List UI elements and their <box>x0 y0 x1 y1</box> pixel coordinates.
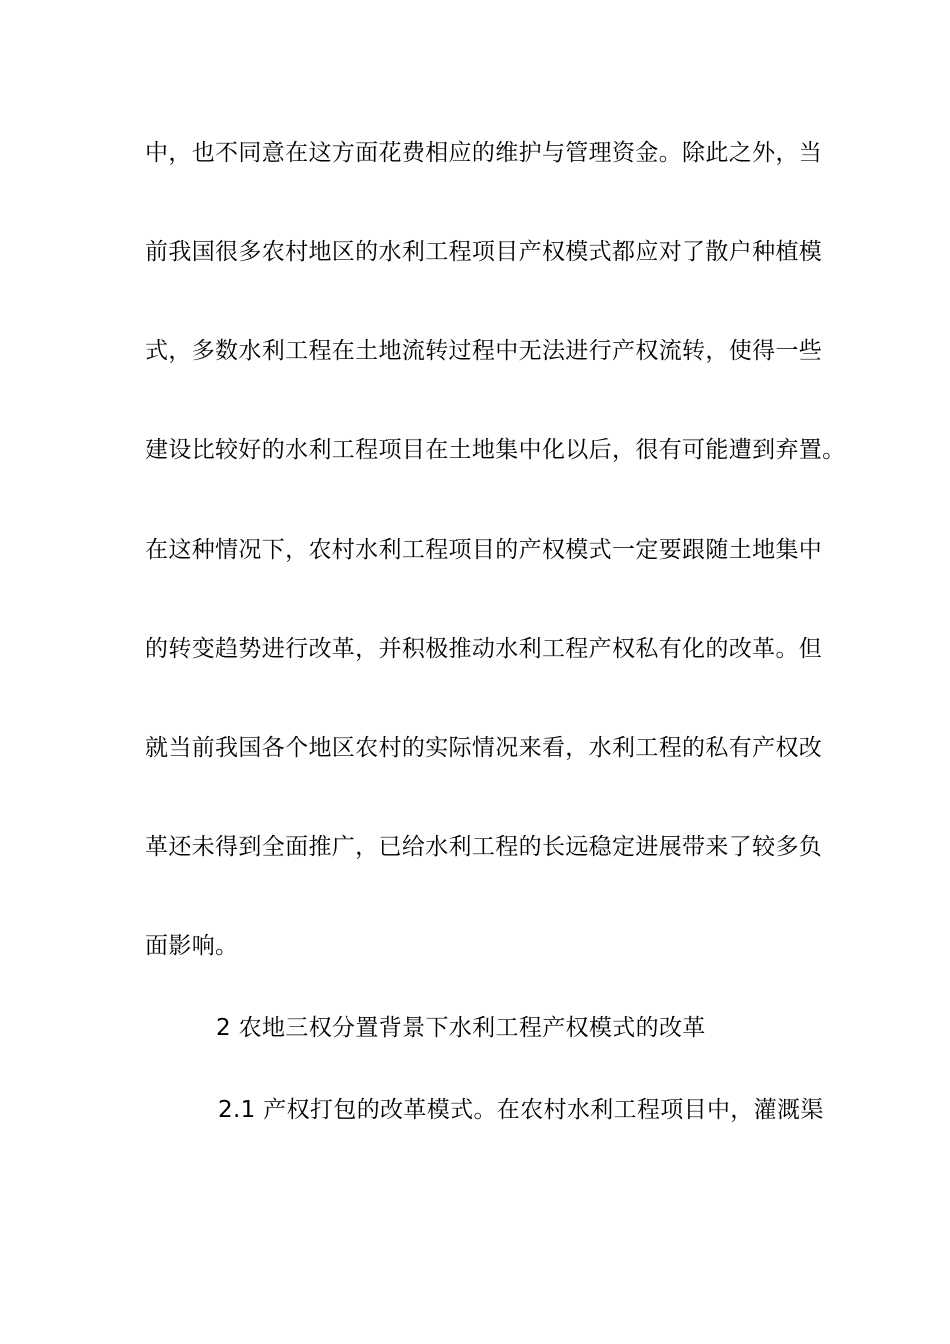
paragraph-line-6: 的转变趋势进行改革，并积极推动水利工程产权私有化的改革。但 <box>145 636 823 662</box>
paragraph-line-2: 前我国很多农村地区的水利工程项目产权模式都应对了散户种植模 <box>145 239 823 265</box>
paragraph-line-3: 式，多数水利工程在土地流转过程中无法进行产权流转，使得一些 <box>145 338 823 364</box>
paragraph-line-1: 中，也不同意在这方面花费相应的维护与管理资金。除此之外，当 <box>145 140 823 166</box>
paragraph-line-7: 就当前我国各个地区农村的实际情况来看，水利工程的私有产权改 <box>145 735 823 761</box>
section-heading: 2 农地三权分置背景下水利工程产权模式的改革 <box>216 1015 706 1041</box>
paragraph-line-5: 在这种情况下，农村水利工程项目的产权模式一定要跟随土地集中 <box>145 537 823 563</box>
paragraph-line-9: 面影响。 <box>145 933 239 959</box>
subsection-line: 2.1 产权打包的改革模式。在农村水利工程项目中，灌溉渠 <box>218 1097 824 1123</box>
paragraph-line-4: 建设比较好的水利工程项目在土地集中化以后，很有可能遭到弃置。 <box>145 437 846 463</box>
paragraph-line-8: 革还未得到全面推广，已给水利工程的长远稳定进展带来了较多负 <box>145 834 823 860</box>
